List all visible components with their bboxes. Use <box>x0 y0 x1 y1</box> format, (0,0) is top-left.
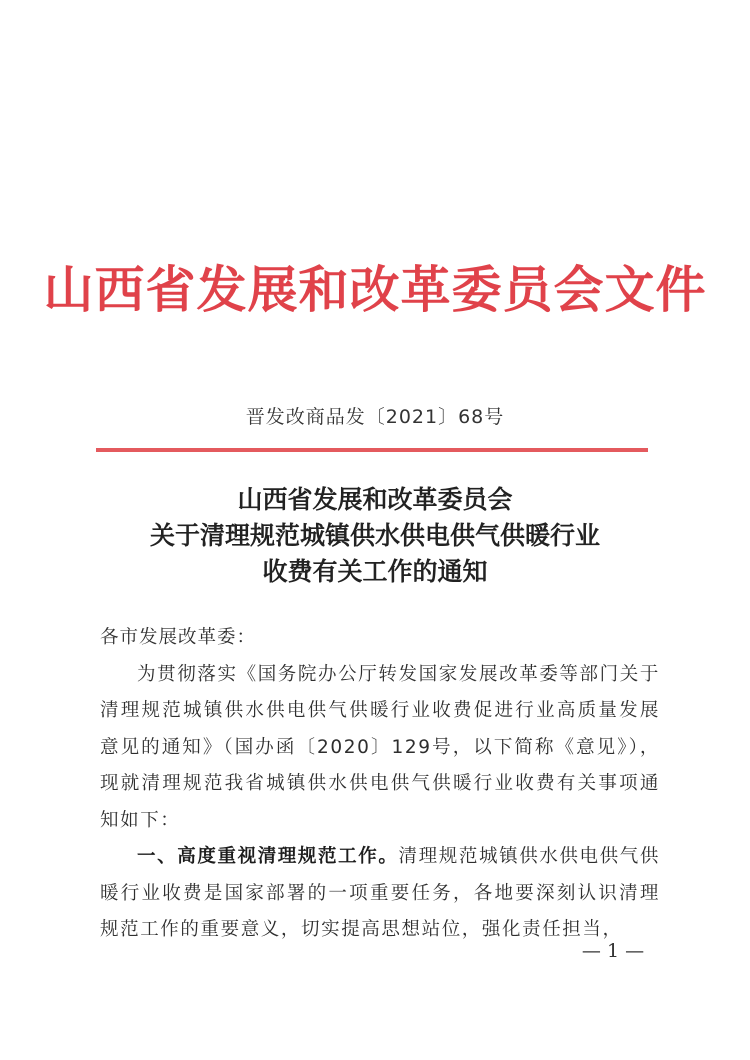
title-line-2: 关于清理规范城镇供水供电供气供暖行业 <box>149 521 600 550</box>
intro-paragraph: 为贯彻落实《国务院办公厅转发国家发展改革委等部门关于清理规范城镇供水供电供气供暖行业收费促进行业高质量发展意见的通知》（国办函〔2020〕129号，以下简称《意见》），现就清理规范我省城镇供水供电供气供暖行业收费有关事项通知如下： <box>100 663 660 831</box>
title-line-1: 山西省发展和改革委员会 <box>237 485 513 514</box>
document-number: 晋发改商品发〔2021〕68号 <box>245 406 505 428</box>
document-body <box>100 620 660 949</box>
page-number: — 1 — <box>581 940 645 962</box>
section-1-text: 清理规范城镇供水供电供气供暖行业收费是国家部署的一项重要任务，各地要深刻认识清理规范工作的重要意义，切实提高思想站位，强化责任担当， <box>100 846 660 940</box>
title-line-3: 收费有关工作的通知 <box>262 557 488 586</box>
section-1-heading: 一、高度重视清理规范工作。 <box>137 846 399 867</box>
section-1-paragraph <box>100 839 660 949</box>
salutation: 各市发展改革委： <box>100 627 257 648</box>
issuing-authority-header: 山西省发展和改革委员会文件 <box>43 260 707 319</box>
document-title <box>0 482 750 590</box>
red-separator-line <box>96 448 648 452</box>
